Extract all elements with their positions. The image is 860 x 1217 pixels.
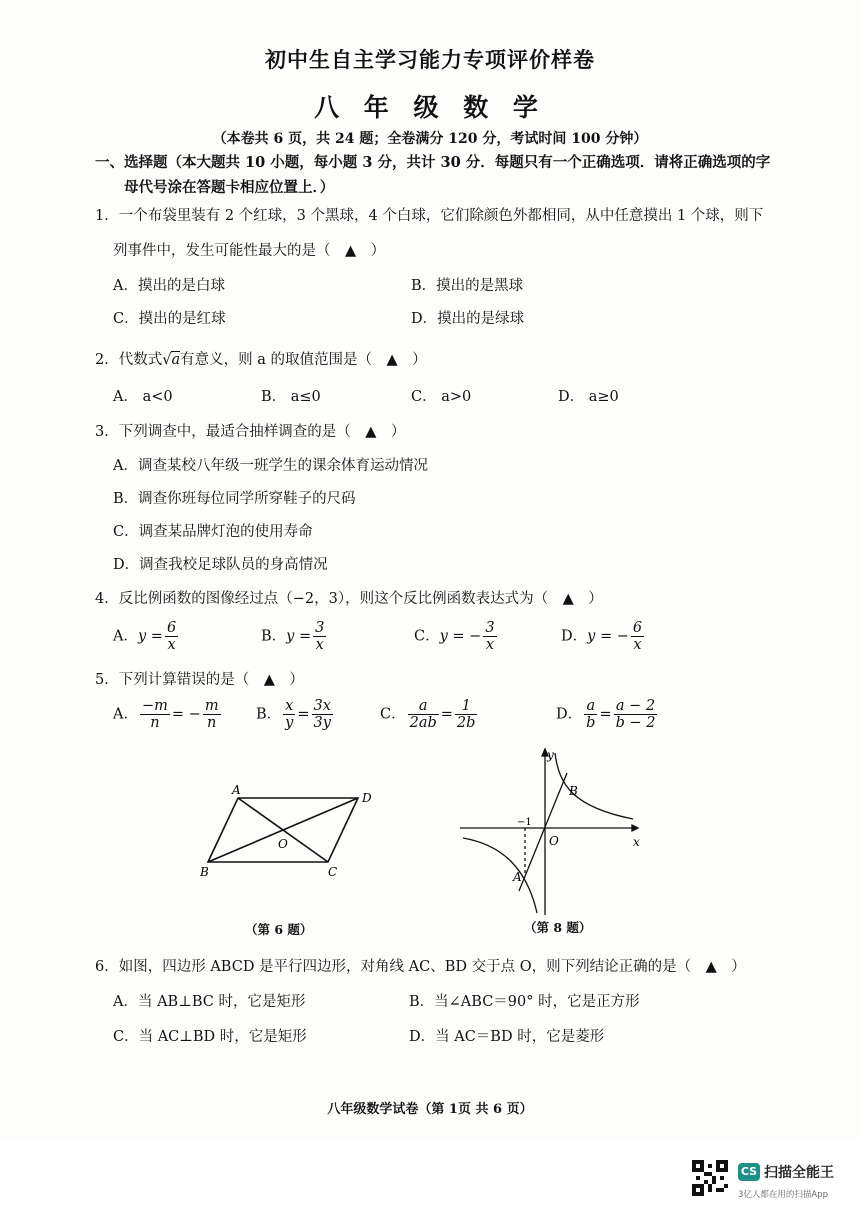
subject-title: 八 年 级 数 学	[314, 93, 546, 122]
exam-title: 初中生自主学习能力专项评价样卷	[265, 47, 595, 72]
diagonal-bd	[208, 798, 358, 862]
exam-note: （本卷共 6 页，共 24 题；全卷满分 120 分，考试时间 100 分钟）	[212, 131, 648, 147]
x-axis-arrow	[632, 825, 638, 831]
q4-option-c: C．y = − $\frac{3}{x}$	[414, 620, 495, 653]
q1-stem-line2: 列事件中，发生可能性最大的是（ ▲ ）	[113, 243, 386, 259]
figure8-graph	[455, 745, 655, 920]
q6-stem: 6．如图，四边形 ABCD 是平行四边形，对角线 AC、BD 交于点 O，则下列结论正确的是（ ▲ ）	[95, 959, 746, 975]
sqrt-symbol: √	[162, 352, 172, 368]
label-y: y	[547, 748, 554, 762]
q6-option-a: A．当 AB⊥BC 时，它是矩形	[113, 994, 306, 1010]
page-footer: 八年级数学试卷（第 1页 共 6 页）	[327, 1102, 533, 1117]
figure6-parallelogram	[190, 780, 390, 890]
q2-option-b: B． a≤0	[261, 389, 321, 405]
section-heading-line1: 一、选择题（本大题共 10 小题，每小题 3 分，共计 30 分．每题只有一个正确选项．请将正确选项的字	[95, 154, 771, 171]
label-o: O	[549, 834, 559, 848]
q2-stem-pre: 2．代数式	[95, 352, 163, 368]
q5-option-d: D． $\frac{a}{b}$ = $\frac{a - 2}{b - 2}$	[556, 698, 656, 731]
q1-stem-line1: 1．一个布袋里装有 2 个红球，3 个黑球，4 个白球，它们除颜色外都相同，从中任意摸出 1 个球，则下	[95, 208, 764, 224]
label-b: B	[569, 784, 578, 798]
q3-option-d: D．调查我校足球队员的身高情况	[113, 557, 328, 573]
q5-option-a: A． $\frac{-m}{n}$ = − $\frac{m}{n}$	[113, 698, 219, 731]
label-c: C	[328, 865, 338, 879]
q1-option-b: B．摸出的是黑球	[411, 278, 524, 294]
q2-option-a: A． a<0	[113, 389, 173, 405]
camscanner-tagline: 3亿人都在用的扫描App	[738, 1190, 829, 1200]
label-o: O	[278, 837, 288, 851]
q2-radicand: a	[171, 352, 181, 368]
q6-option-d: D．当 AC＝BD 时，它是菱形	[409, 1029, 605, 1045]
q1-option-d: D．摸出的是绿球	[411, 311, 525, 327]
section-heading-line2: 母代号涂在答题卡相应位置上．）	[124, 179, 335, 196]
q2-stem	[95, 348, 427, 369]
q5-stem: 5．下列计算错误的是（ ▲ ）	[95, 672, 304, 688]
label-a: A	[513, 870, 522, 884]
q4-option-d: D．y = − $\frac{6}{x}$	[561, 620, 643, 653]
q1-option-c: C．摸出的是红球	[113, 311, 226, 327]
q4-stem: 4．反比例函数的图像经过点（−2，3），则这个反比例函数表达式为（ ▲ ）	[95, 591, 603, 607]
figure8-caption: （第 8 题）	[524, 920, 592, 935]
fraction: $\frac{6}{x}$	[166, 620, 177, 653]
q5-option-b: B． $\frac{x}{y}$ = $\frac{3x}{3y}$	[256, 698, 331, 731]
label-neg1: −1	[517, 817, 532, 828]
q3-option-b: B．调查你班每位同学所穿鞋子的尺码	[113, 491, 356, 507]
qr-code-icon	[692, 1160, 728, 1196]
label-a: A	[232, 783, 241, 797]
q3-stem: 3．下列调查中，最适合抽样调查的是（ ▲ ）	[95, 424, 406, 440]
label-d: D	[362, 791, 372, 805]
q5-option-c: C． $\frac{a}{2ab}$ = $\frac{1}{2b}$	[380, 698, 476, 731]
label-x: x	[633, 835, 640, 849]
q4-option-b: B．y = $\frac{3}{x}$	[261, 620, 325, 653]
linear-function	[519, 773, 567, 891]
q3-option-c: C．调查某品牌灯泡的使用寿命	[113, 524, 313, 540]
camscanner-name: 扫描全能王	[764, 1165, 834, 1181]
camscanner-logo: CS	[738, 1163, 760, 1181]
q2-option-d: D． a≥0	[558, 389, 619, 405]
label-b: B	[200, 865, 209, 879]
figure6-caption: （第 6 题）	[245, 922, 313, 937]
fraction: $\frac{6}{x}$	[632, 620, 643, 653]
q4-option-a: A．y = $\frac{6}{x}$	[113, 620, 177, 653]
hyperbola-branch-1	[555, 753, 633, 819]
q2-stem-post: 有意义，则 a 的取值范围是（ ▲ ）	[180, 352, 427, 368]
q1-option-a: A．摸出的是白球	[113, 278, 225, 294]
fraction: $\frac{3}{x}$	[315, 620, 325, 653]
q6-option-b: B．当∠ABC＝90° 时，它是正方形	[409, 994, 640, 1010]
q3-option-a: A．调查某校八年级一班学生的课余体育运动情况	[113, 458, 428, 474]
q6-option-c: C．当 AC⊥BD 时，它是矩形	[113, 1029, 307, 1045]
q2-option-c: C． a>0	[411, 389, 472, 405]
fraction: $\frac{3}{x}$	[485, 620, 495, 653]
